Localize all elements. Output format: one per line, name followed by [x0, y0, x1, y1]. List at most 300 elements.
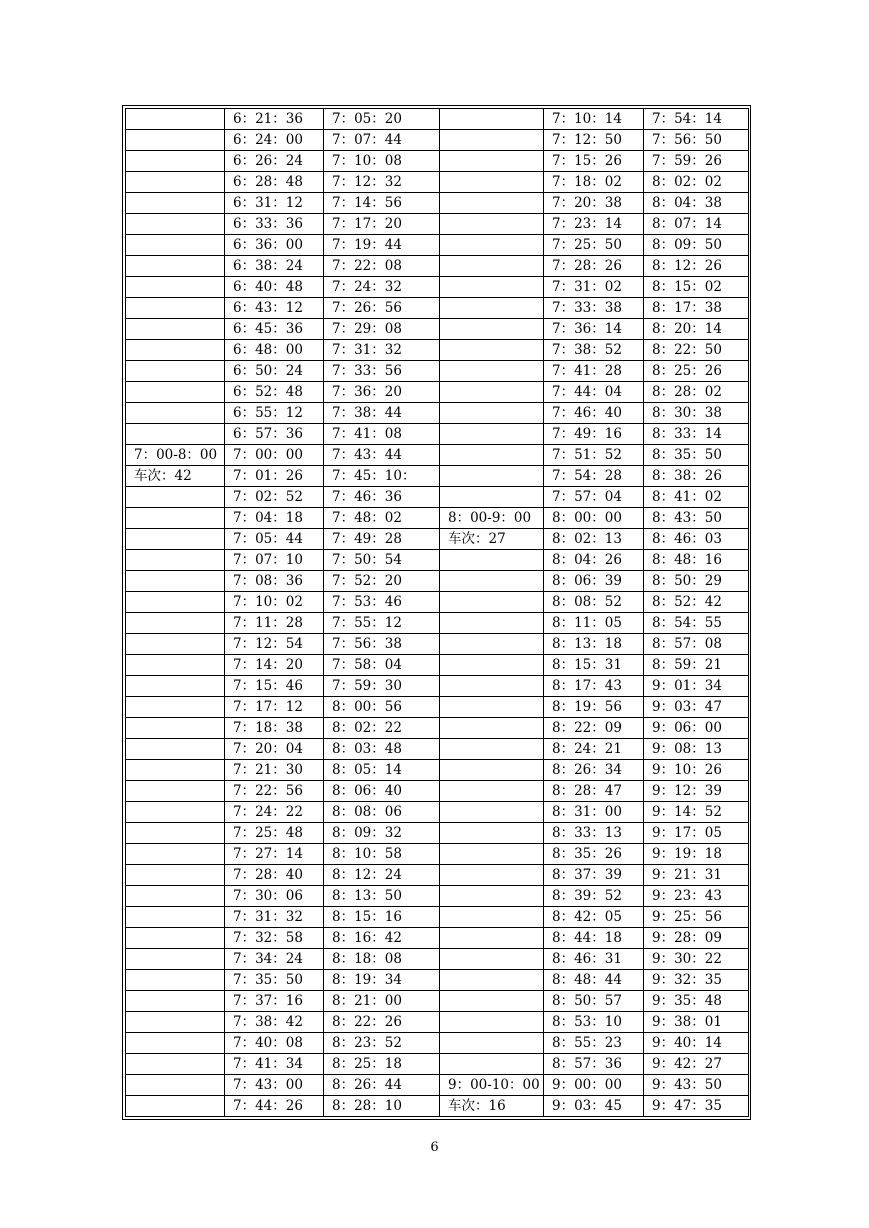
- table-row: [126, 424, 749, 445]
- table-cell: 8：28：02: [644, 382, 749, 403]
- page-number: 6: [430, 1140, 439, 1155]
- table-cell: 7：14：20: [225, 655, 324, 676]
- table-cell: 8：17：43: [544, 676, 644, 697]
- table-cell: [126, 361, 225, 382]
- table-cell: 8：50：29: [644, 571, 749, 592]
- table-cell: 7：41：28: [544, 361, 644, 382]
- table-cell: 7：44：04: [544, 382, 644, 403]
- table-cell: 7：41：34: [225, 1054, 324, 1075]
- table-cell: [440, 277, 544, 298]
- table-cell: 8：09：50: [644, 235, 749, 256]
- table-cell: [440, 760, 544, 781]
- table-cell: 9：28：09: [644, 928, 749, 949]
- table-cell: [126, 823, 225, 844]
- table-row: [126, 571, 749, 592]
- table-cell: [126, 760, 225, 781]
- table-cell: 6：52：48: [225, 382, 324, 403]
- table-cell: 6：40：48: [225, 277, 324, 298]
- table-cell: 7：07：44: [324, 130, 440, 151]
- table-cell: 7：28：26: [544, 256, 644, 277]
- table-cell: 8：17：38: [644, 298, 749, 319]
- table-cell: [126, 634, 225, 655]
- table-cell: 8：57：36: [544, 1054, 644, 1075]
- table-cell: 8：16：42: [324, 928, 440, 949]
- table-cell: 8：10：58: [324, 844, 440, 865]
- table-cell: [126, 508, 225, 529]
- table-cell: 6：26：24: [225, 151, 324, 172]
- table-cell: 7：56：38: [324, 634, 440, 655]
- timetable-frame: [122, 105, 751, 1120]
- table-cell: 8：07：14: [644, 214, 749, 235]
- table-cell: [126, 781, 225, 802]
- table-cell: [440, 802, 544, 823]
- table-cell: [440, 130, 544, 151]
- table-cell: [440, 865, 544, 886]
- table-cell: 9：47：35: [644, 1096, 749, 1117]
- table-cell: [440, 613, 544, 634]
- table-cell: 8：38：26: [644, 466, 749, 487]
- table-row: [126, 172, 749, 193]
- table-cell: [440, 1033, 544, 1054]
- table-cell: 7：17：12: [225, 697, 324, 718]
- table-cell: 7：00：00: [225, 445, 324, 466]
- table-cell: 8：02：02: [644, 172, 749, 193]
- table-cell: 7：20：38: [544, 193, 644, 214]
- table-cell: 7：10：02: [225, 592, 324, 613]
- table-row: [126, 361, 749, 382]
- table-cell: [440, 1054, 544, 1075]
- table-cell: 8：53：10: [544, 1012, 644, 1033]
- table-cell: 9：14：52: [644, 802, 749, 823]
- table-cell: 7：31：32: [225, 907, 324, 928]
- table-cell: [126, 298, 225, 319]
- table-cell: [440, 844, 544, 865]
- table-row: [126, 655, 749, 676]
- table-cell: 8：25：26: [644, 361, 749, 382]
- table-row: [126, 928, 749, 949]
- table-row: [126, 1033, 749, 1054]
- table-cell: 7：19：44: [324, 235, 440, 256]
- table-cell: 7：17：20: [324, 214, 440, 235]
- table-cell: [126, 697, 225, 718]
- table-cell: [440, 235, 544, 256]
- table-row: [126, 487, 749, 508]
- table-row: [126, 760, 749, 781]
- table-cell: [126, 382, 225, 403]
- table-cell: [126, 991, 225, 1012]
- table-cell: [440, 571, 544, 592]
- table-cell: 7：25：50: [544, 235, 644, 256]
- table-cell: 7：36：14: [544, 319, 644, 340]
- table-cell: [126, 907, 225, 928]
- table-cell: 7：43：44: [324, 445, 440, 466]
- table-cell: 7：00-8：00: [126, 445, 225, 466]
- table-row: [126, 1012, 749, 1033]
- table-cell: 7：24：32: [324, 277, 440, 298]
- table-cell: 7：22：56: [225, 781, 324, 802]
- table-cell: 7：05：20: [324, 109, 440, 130]
- table-cell: 7：35：50: [225, 970, 324, 991]
- table-cell: [126, 1012, 225, 1033]
- table-cell: [440, 928, 544, 949]
- table-cell: 8：00-9：00: [440, 508, 544, 529]
- table-cell: [126, 655, 225, 676]
- table-cell: [126, 613, 225, 634]
- table-cell: 8：50：57: [544, 991, 644, 1012]
- table-cell: [440, 319, 544, 340]
- table-cell: 6：45：36: [225, 319, 324, 340]
- table-cell: 9：35：48: [644, 991, 749, 1012]
- table-cell: 8：13：18: [544, 634, 644, 655]
- table-cell: 9：01：34: [644, 676, 749, 697]
- table-cell: 7：02：52: [225, 487, 324, 508]
- table-cell: [126, 865, 225, 886]
- table-cell: [440, 823, 544, 844]
- table-cell: 7：15：26: [544, 151, 644, 172]
- table-cell: 8：00：56: [324, 697, 440, 718]
- table-row: [126, 676, 749, 697]
- table-cell: [440, 949, 544, 970]
- table-cell: 9：06：00: [644, 718, 749, 739]
- table-cell: [126, 487, 225, 508]
- table-cell: [440, 697, 544, 718]
- table-cell: [126, 676, 225, 697]
- table-row: [126, 1054, 749, 1075]
- table-row: [126, 991, 749, 1012]
- table-cell: [440, 424, 544, 445]
- table-cell: 9：00-10：00: [440, 1075, 544, 1096]
- table-cell: 8：11：05: [544, 613, 644, 634]
- table-cell: 7：52：20: [324, 571, 440, 592]
- table-cell: 8：33：13: [544, 823, 644, 844]
- table-cell: [126, 424, 225, 445]
- table-cell: [440, 676, 544, 697]
- table-row: [126, 949, 749, 970]
- table-cell: 车次：42: [126, 466, 225, 487]
- table-cell: 8：59：21: [644, 655, 749, 676]
- table-row: [126, 235, 749, 256]
- table-cell: 8：43：50: [644, 508, 749, 529]
- table-row: [126, 130, 749, 151]
- table-cell: 6：57：36: [225, 424, 324, 445]
- table-cell: 8：42：05: [544, 907, 644, 928]
- table-cell: [440, 886, 544, 907]
- table-cell: 8：46：31: [544, 949, 644, 970]
- table-cell: 7：46：36: [324, 487, 440, 508]
- table-cell: 7：49：16: [544, 424, 644, 445]
- table-cell: 7：31：32: [324, 340, 440, 361]
- table-cell: 7：20：04: [225, 739, 324, 760]
- table-cell: 8：19：34: [324, 970, 440, 991]
- table-cell: 8：39：52: [544, 886, 644, 907]
- table-row: [126, 739, 749, 760]
- table-cell: 6：24：00: [225, 130, 324, 151]
- table-cell: [440, 403, 544, 424]
- table-cell: 9：08：13: [644, 739, 749, 760]
- table-row: [126, 823, 749, 844]
- table-cell: 9：12：39: [644, 781, 749, 802]
- table-cell: 8：33：14: [644, 424, 749, 445]
- table-cell: [126, 529, 225, 550]
- table-cell: 8：18：08: [324, 949, 440, 970]
- table-cell: [126, 151, 225, 172]
- table-cell: [440, 781, 544, 802]
- table-cell: [126, 1075, 225, 1096]
- table-cell: 9：03：47: [644, 697, 749, 718]
- table-cell: 6：21：36: [225, 109, 324, 130]
- table-cell: 8：26：34: [544, 760, 644, 781]
- table-cell: 8：35：50: [644, 445, 749, 466]
- table-cell: [126, 235, 225, 256]
- table-cell: 7：49：28: [324, 529, 440, 550]
- table-cell: 8：24：21: [544, 739, 644, 760]
- table-cell: 7：18：02: [544, 172, 644, 193]
- table-cell: 7：28：40: [225, 865, 324, 886]
- table-cell: 7：56：50: [644, 130, 749, 151]
- table-cell: 7：12：54: [225, 634, 324, 655]
- table-row: [126, 151, 749, 172]
- table-cell: 8：22：50: [644, 340, 749, 361]
- table-cell: 7：01：26: [225, 466, 324, 487]
- table-cell: 8：48：16: [644, 550, 749, 571]
- table-cell: 7：38：42: [225, 1012, 324, 1033]
- table-cell: 7：10：08: [324, 151, 440, 172]
- table-cell: 8：19：56: [544, 697, 644, 718]
- table-cell: 8：23：52: [324, 1033, 440, 1054]
- timetable: [125, 108, 749, 1117]
- table-row: [126, 319, 749, 340]
- table-cell: 车次：16: [440, 1096, 544, 1117]
- table-row: [126, 550, 749, 571]
- table-cell: [126, 802, 225, 823]
- table-cell: [126, 1054, 225, 1075]
- table-cell: 7：23：14: [544, 214, 644, 235]
- table-cell: [440, 634, 544, 655]
- table-cell: 7：59：30: [324, 676, 440, 697]
- table-cell: [440, 655, 544, 676]
- table-cell: 8：44：18: [544, 928, 644, 949]
- table-cell: [126, 319, 225, 340]
- table-row: [126, 214, 749, 235]
- table-cell: 8：55：23: [544, 1033, 644, 1054]
- table-cell: [440, 298, 544, 319]
- table-row: [126, 508, 749, 529]
- table-row: [126, 1096, 749, 1117]
- table-cell: 8：28：10: [324, 1096, 440, 1117]
- table-row: [126, 718, 749, 739]
- table-cell: [126, 592, 225, 613]
- table-cell: [440, 487, 544, 508]
- table-cell: [126, 928, 225, 949]
- table-cell: [440, 445, 544, 466]
- table-cell: 7：32：58: [225, 928, 324, 949]
- table-cell: 7：33：38: [544, 298, 644, 319]
- table-cell: [126, 403, 225, 424]
- table-row: [126, 382, 749, 403]
- table-cell: [126, 1096, 225, 1117]
- table-cell: 6：48：00: [225, 340, 324, 361]
- table-cell: 9：19：18: [644, 844, 749, 865]
- table-cell: 6：38：24: [225, 256, 324, 277]
- table-cell: 8：28：47: [544, 781, 644, 802]
- table-row: [126, 403, 749, 424]
- table-cell: [440, 256, 544, 277]
- table-cell: 7：59：26: [644, 151, 749, 172]
- table-cell: [126, 571, 225, 592]
- table-cell: 9：38：01: [644, 1012, 749, 1033]
- table-cell: 9：17：05: [644, 823, 749, 844]
- table-cell: 7：46：40: [544, 403, 644, 424]
- table-cell: 8：04：38: [644, 193, 749, 214]
- table-cell: 6：31：12: [225, 193, 324, 214]
- table-cell: 7：15：46: [225, 676, 324, 697]
- table-cell: 9：30：22: [644, 949, 749, 970]
- table-cell: 7：48：02: [324, 508, 440, 529]
- table-cell: 9：21：31: [644, 865, 749, 886]
- table-row: [126, 781, 749, 802]
- table-cell: 8：15：02: [644, 277, 749, 298]
- table-cell: 7：24：22: [225, 802, 324, 823]
- table-cell: 7：57：04: [544, 487, 644, 508]
- table-cell: [126, 256, 225, 277]
- table-cell: 8：20：14: [644, 319, 749, 340]
- table-cell: 6：55：12: [225, 403, 324, 424]
- table-cell: 8：57：08: [644, 634, 749, 655]
- table-cell: 8：15：31: [544, 655, 644, 676]
- table-cell: [126, 340, 225, 361]
- table-cell: 9：03：45: [544, 1096, 644, 1117]
- table-cell: 7：38：52: [544, 340, 644, 361]
- table-row: [126, 802, 749, 823]
- table-cell: [440, 718, 544, 739]
- table-cell: 9：10：26: [644, 760, 749, 781]
- table-cell: 8：46：03: [644, 529, 749, 550]
- table-cell: 8：25：18: [324, 1054, 440, 1075]
- table-cell: 6：28：48: [225, 172, 324, 193]
- table-cell: 7：37：16: [225, 991, 324, 1012]
- table-cell: [126, 718, 225, 739]
- table-cell: [126, 550, 225, 571]
- table-cell: [126, 214, 225, 235]
- table-cell: 9：00：00: [544, 1075, 644, 1096]
- table-cell: 7：43：00: [225, 1075, 324, 1096]
- table-cell: 7：54：14: [644, 109, 749, 130]
- table-cell: [440, 970, 544, 991]
- table-cell: 7：25：48: [225, 823, 324, 844]
- table-cell: 8：22：09: [544, 718, 644, 739]
- table-row: [126, 886, 749, 907]
- table-cell: 7：58：04: [324, 655, 440, 676]
- table-cell: 7：53：46: [324, 592, 440, 613]
- table-cell: 8：30：38: [644, 403, 749, 424]
- table-cell: 8：09：32: [324, 823, 440, 844]
- table-cell: 7：22：08: [324, 256, 440, 277]
- table-cell: [440, 466, 544, 487]
- table-cell: 7：05：44: [225, 529, 324, 550]
- table-cell: 7：21：30: [225, 760, 324, 781]
- table-cell: 7：07：10: [225, 550, 324, 571]
- table-row: [126, 340, 749, 361]
- table-cell: [440, 214, 544, 235]
- table-row: [126, 445, 749, 466]
- table-cell: 7：31：02: [544, 277, 644, 298]
- table-cell: 8：06：40: [324, 781, 440, 802]
- table-row: [126, 970, 749, 991]
- table-cell: 9：23：43: [644, 886, 749, 907]
- table-cell: 8：00：00: [544, 508, 644, 529]
- table-cell: 9：42：27: [644, 1054, 749, 1075]
- table-cell: [440, 340, 544, 361]
- table-cell: [126, 277, 225, 298]
- table-cell: 8：54：55: [644, 613, 749, 634]
- table-row: [126, 634, 749, 655]
- table-cell: 7：26：56: [324, 298, 440, 319]
- table-cell: 8：26：44: [324, 1075, 440, 1096]
- table-cell: 8：06：39: [544, 571, 644, 592]
- table-cell: 7：12：32: [324, 172, 440, 193]
- table-cell: 6：33：36: [225, 214, 324, 235]
- table-cell: 6：36：00: [225, 235, 324, 256]
- table-cell: [440, 991, 544, 1012]
- table-cell: 8：12：26: [644, 256, 749, 277]
- table-cell: [126, 109, 225, 130]
- table-cell: [440, 382, 544, 403]
- table-cell: 7：08：36: [225, 571, 324, 592]
- table-cell: [126, 844, 225, 865]
- table-cell: 7：14：56: [324, 193, 440, 214]
- table-cell: 7：29：08: [324, 319, 440, 340]
- timetable-body: [126, 109, 749, 1117]
- table-cell: 8：04：26: [544, 550, 644, 571]
- table-cell: [126, 970, 225, 991]
- table-cell: 6：50：24: [225, 361, 324, 382]
- table-cell: [126, 886, 225, 907]
- table-cell: [126, 130, 225, 151]
- table-cell: 7：27：14: [225, 844, 324, 865]
- table-cell: 8：15：16: [324, 907, 440, 928]
- table-cell: 7：36：20: [324, 382, 440, 403]
- table-cell: 8：41：02: [644, 487, 749, 508]
- table-cell: [440, 592, 544, 613]
- table-row: [126, 592, 749, 613]
- table-cell: 7：44：26: [225, 1096, 324, 1117]
- table-cell: 7：34：24: [225, 949, 324, 970]
- table-cell: 7：40：08: [225, 1033, 324, 1054]
- table-cell: [126, 172, 225, 193]
- table-cell: 7：50：54: [324, 550, 440, 571]
- table-cell: 7：30：06: [225, 886, 324, 907]
- table-cell: 7：10：14: [544, 109, 644, 130]
- table-cell: [126, 949, 225, 970]
- table-cell: 9：32：35: [644, 970, 749, 991]
- table-cell: 8：31：00: [544, 802, 644, 823]
- table-cell: 8：52：42: [644, 592, 749, 613]
- table-cell: [440, 1012, 544, 1033]
- table-cell: [440, 172, 544, 193]
- table-row: [126, 1075, 749, 1096]
- table-cell: 8：03：48: [324, 739, 440, 760]
- table-row: [126, 613, 749, 634]
- table-cell: 7：45：10：: [324, 466, 440, 487]
- table-cell: 7：33：56: [324, 361, 440, 382]
- table-cell: 7：11：28: [225, 613, 324, 634]
- table-row: [126, 907, 749, 928]
- table-row: [126, 529, 749, 550]
- table-cell: 8：02：22: [324, 718, 440, 739]
- table-cell: 9：43：50: [644, 1075, 749, 1096]
- table-cell: 7：51：52: [544, 445, 644, 466]
- table-cell: 8：48：44: [544, 970, 644, 991]
